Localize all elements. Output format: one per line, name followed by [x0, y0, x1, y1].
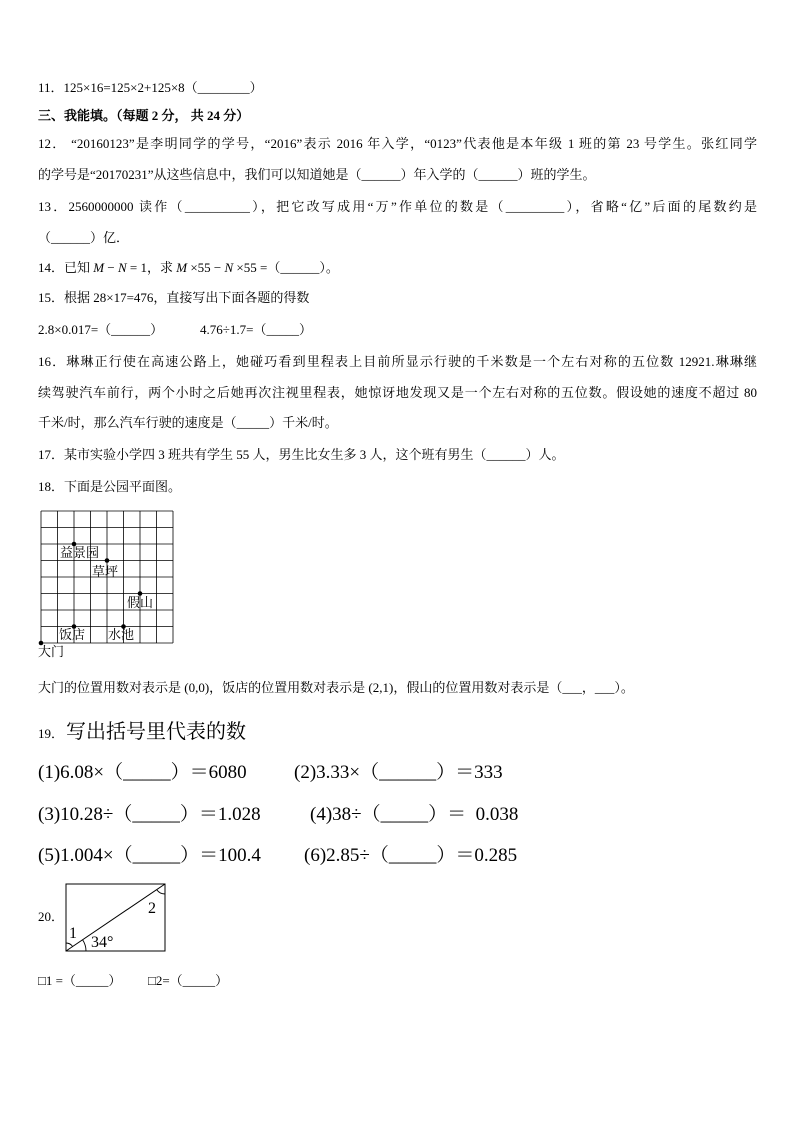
question-16-line-3: 千米/时，那么汽车行驶的速度是（_____）千米/时。: [38, 415, 338, 430]
variable-n: N: [117, 260, 127, 275]
angle-1-arc: [66, 943, 73, 947]
question-14-text: ×55 −: [187, 260, 225, 275]
variable-n: N: [224, 260, 234, 275]
question-18-answer-line: 大门的位置用数对表示是 (0,0)，饭店的位置用数对表示是 (2,1)，假山的位置用数对表示是（___，___）。: [38, 680, 634, 695]
park-map: [36, 506, 181, 648]
question-11: 11．125×16=125×2+125×8（________）: [38, 80, 263, 95]
gate-label: 大门: [38, 644, 65, 659]
question-12-line-1: 12． “20160123”是李明同学的学号，“2016”表示 2016 年入学，“0123”代表他是本年级 1 班的第 23 号学生。张红同学: [38, 136, 757, 151]
question-17: 17．某市实验小学四 3 班共有学生 55 人，男生比女生多 3 人，这个班有男生（______）人。: [38, 447, 565, 462]
question-14-answer-blank: ×55 =（______）。: [233, 260, 339, 275]
garden-label: 益景园: [60, 545, 100, 560]
question-20-number: 20．: [38, 909, 65, 924]
question-19-item-4: (4)38÷（_____）＝ 0.038: [310, 804, 519, 825]
question-18-prompt: 18．下面是公园平面图。: [38, 479, 182, 494]
restaurant-label: 饭店: [59, 627, 86, 642]
question-19-prompt: 写出括号里代表的数: [66, 721, 247, 743]
question-16-line-2: 续驾驶汽车前行，两个小时之后她再次注视里程表，她惊讶地发现又是一个左右对称的五位数。假设她的速度不超过 80: [38, 385, 757, 400]
angle-1-label: 1: [69, 925, 77, 942]
diagonal-line: [66, 884, 165, 951]
question-20-answer-2: □2=（_____）: [148, 973, 229, 988]
given-angle-label: 34°: [91, 934, 114, 951]
question-16-line-1: 16．琳琳正行使在高速公路上，她碰巧看到里程表上目前所显示行驶的千米数是一个左右对称的五位数 12921.琳琳继: [38, 354, 757, 369]
rectangle-figure: [64, 882, 168, 954]
question-19-number: 19．: [38, 726, 65, 741]
question-15-prompt: 15．根据 28×17=476，直接写出下面各题的得数: [38, 290, 310, 305]
question-19-item-1: (1)6.08×（_____）＝6080: [38, 762, 247, 783]
question-19-item-6: (6)2.85÷（_____）＝0.285: [304, 845, 518, 866]
question-12-line-2: 的学号是“20170231”从这些信息中，我们可以知道她是（______）年入学的（______）班的学生。: [38, 167, 596, 182]
question-14-text: 14．已知: [38, 260, 94, 275]
question-20-answer-1: □1 =（_____）: [38, 973, 122, 988]
question-14-text: −: [104, 260, 118, 275]
question-13-line-2: （______）亿．: [38, 230, 130, 245]
lawn-point: [105, 558, 110, 563]
question-19-item-5: (5)1.004×（_____）＝100.4: [38, 845, 261, 866]
question-19-item-2: (2)3.33×（______）＝333: [294, 762, 503, 783]
angle-2-label: 2: [148, 900, 156, 917]
question-15-item-2: 4.76÷1.7=（_____）: [200, 322, 312, 337]
variable-m: M: [176, 260, 188, 275]
question-14-text: = 1，求: [126, 260, 177, 275]
section-3-heading: 三、我能填。（每题 2 分， 共 24 分）: [38, 108, 250, 123]
question-15-item-1: 2.8×0.017=（______）: [38, 322, 164, 337]
angle-2-arc: [157, 890, 165, 894]
question-19-item-3: (3)10.28÷（_____）＝1.028: [38, 804, 261, 825]
pond-label: 水池: [108, 627, 135, 642]
question-13-line-1: 13．2560000000 读作（__________），把它改写成用“万”作单位的数是（_________），省略“亿”后面的尾数约是: [38, 199, 757, 214]
question-14: [38, 259, 339, 277]
rockery-label: 假山: [127, 595, 154, 610]
variable-m: M: [93, 260, 105, 275]
lawn-label: 草坪: [92, 564, 119, 579]
given-angle-arc: [83, 940, 86, 951]
question-19-heading: [38, 720, 246, 746]
